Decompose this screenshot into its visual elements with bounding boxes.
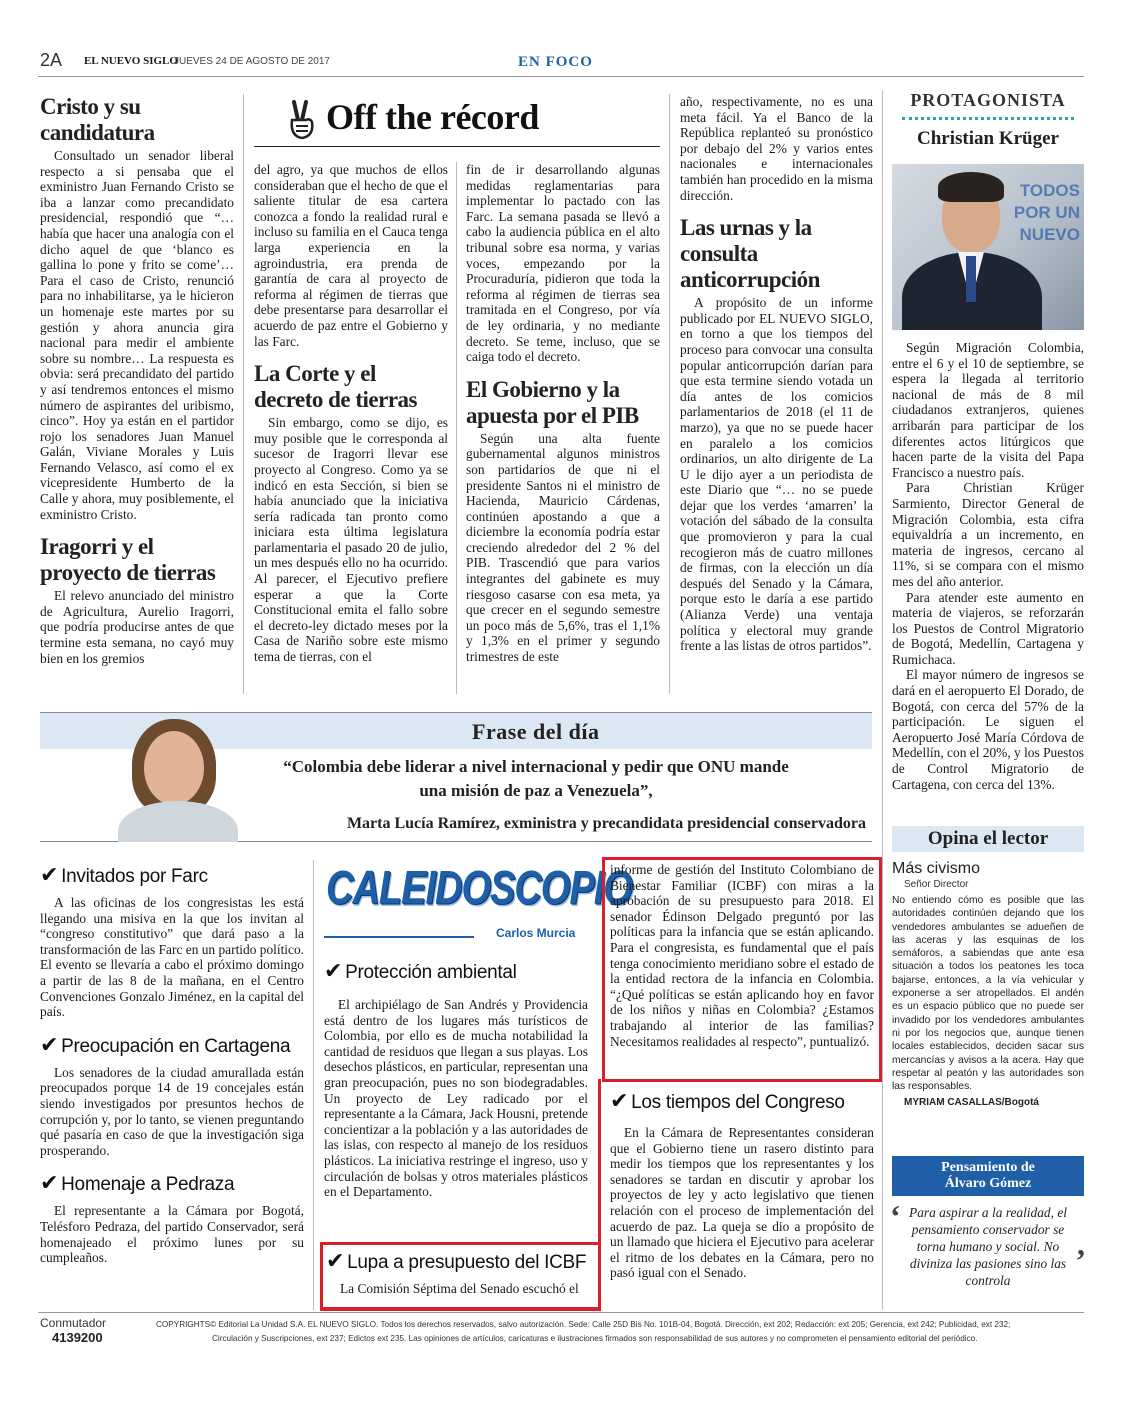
highlight-box-icbf-bottom — [320, 1308, 601, 1311]
highlight-box-icbf-top — [320, 1242, 598, 1245]
photo-background-text: TODOS POR UN NUEVO — [1013, 181, 1080, 244]
opina-salute: Señor Director — [904, 879, 969, 890]
protagonista-label: PROTAGONISTA — [910, 90, 1066, 110]
col-divider — [882, 90, 883, 1310]
headline-corte: La Corte y el decreto de tierras — [254, 361, 417, 413]
cal-title-ambiental: ✔ Protección ambiental — [324, 959, 517, 984]
page-number: 2A — [40, 50, 63, 70]
protagonista-box — [892, 90, 1084, 792]
off-record-col4 — [680, 94, 873, 654]
brief-title-farc: ✔ Invitados por Farc — [40, 863, 208, 888]
protagonista-photo — [892, 164, 1084, 330]
protagonista-text-1: Según Migración Colombia, entre el 6 y el 10 de septiembre, se espera la llegada al territorio nacional de más de 8 mil ciudadanos extranjeros, quienes arribarán para participar de los diferentes actos litúrgicos que hacen parte de la visita del Papa Francisco a nuestro país. — [892, 340, 1084, 480]
brief-text-cartagena: Los senadores de la ciudad amurallada están preocupados porque 14 de 19 concejales están siendo investigados por presuntos hechos de corrupción y, por lo tanto, se vienen preguntando qué pasaría en caso de que la investigación siga prosperando. — [40, 1064, 304, 1158]
caleidoscopio-author: Carlos Murcia — [496, 926, 576, 940]
headline-urnas: Las urnas y la consulta anticorrupción — [680, 215, 820, 293]
check-icon: ✔ — [40, 1032, 59, 1058]
opina-box — [892, 826, 1084, 1108]
footer-line2: Circulación y Suscripciones, ext 237; Edictos ext 235. Las opiniones de artículos, caricaturas e ilustraciones firmados son responsabilidad de sus autores y no comprometen el pensamiento editorial del periódico. — [212, 1334, 978, 1343]
off-record-col3 — [466, 162, 660, 665]
check-icon: ✔ — [610, 1089, 629, 1114]
brief-text-farc: A las oficinas de los congresistas les está llegando una misiva en la que los invitan al “congreso constitutivo” que dará paso a la transformación de las Farc en un partido político. El evento se llevaría a cabo el próximo domingo a partir de las 8 de la mañana, en el Centro Convenciones Gonzalo Jiménez, en la capital del país. — [40, 895, 305, 1020]
title-rule — [254, 146, 660, 147]
open-quote-icon: ‘ — [890, 1198, 901, 1234]
pensamiento-label2: Álvaro Gómez — [944, 1176, 1032, 1191]
conmutador-label: Conmutador — [40, 1316, 107, 1330]
paper-name: EL NUEVO SIGLO — [84, 55, 178, 67]
check-icon: ✔ — [324, 959, 343, 984]
cal-text-ambiental: El archipiélago de San Andrés y Providencia está dentro de los lugares más turísticos de Colombia, por ello es de mucha notabilidad la cantidad de residuos que llegan a sus playas. Los desechos plásticos, en particular, representan una gran preocupación, pues no son biodegradables. Un proyecto de Ley radicado por el representante a la Cámara, Jack Housni, pretende concientizar a la población y a las autoridades de las islas, con respecto al manejo de los residuos plásticos. La iniciativa restringe el ingreso, uso y circulación de bolsas y otros materiales plásticos en el Departamento. — [324, 997, 588, 1200]
cal-text-congreso: En la Cámara de Representantes consideran que el Gobierno tiene un rasero distinto para medir los tiempos que los representantes y los senadores se tardan en discutir y aprobar los proyectos de ley y acto legislativo que tienen relación con el proceso de implementación del acuerdo de paz. La queja se dio a propósito de un llamado que hiciera el Ejecutivo para acelerar el ritmo de los debates en la Cámara, pero no pasó igual con el Senado. — [610, 1125, 874, 1281]
check-icon: ✔ — [40, 1171, 59, 1197]
text-agro: del agro, ya que muchos de ellos consideraban que el hecho de que el saliente titular de esa cartera conozca a fondo la realidad rural e incluso su familia en el Cauca tenga larga experiencia en la agroindustria, era prenda de garantía de cara al proyecto de reforma al régimen de tierras que debe presentarse para desarrollar el acuerdo de paz entre el Gobierno y las Farc. — [254, 162, 448, 349]
brief-title-cartagena: ✔ Preocupación en Cartagena — [40, 1032, 291, 1058]
text-cristo: Consultado un senador liberal respecto a si pensaba que el exministro Juan Fernando Cristo se iba a lanzar como precandidato presidencial, respondió que “… había que hacer una analogía con el dicho aquel de que ‘blanco es gallina lo pone y frito se come’… Para el caso de Cristo, renunció para no inhabilitarse, ya le hicieron un homenaje este martes por su gestión y ahora anuncia gira nacional para medir el ambiente sobre su nombre… La respuesta es obvia: será precandidato del partido y así tendremos entonces el mismo número de aspirantes del uribismo, cinco”. Hoy ya están en el partidor rojo los senadores Juan Manuel Galán, Viviane Morales y Luis Fernando Velasco, así como el ex vicepresidente Humberto de la Calle y ahora, muy posiblemente, el exministro Cristo. — [40, 148, 234, 522]
col-divider — [243, 94, 244, 694]
text-pib: Según una alta fuente gubernamental algunos ministros son partidarios de que ni el presidente Santos ni el ministro de Hacienda, Mauricio Cárdenas, continúen apostando a que a diciembre la economía podría estar creciendo alrededor del 2 % del PIB. Trascendió que para varios integrantes del gabinete es muy riesgoso casarse con esa meta, ya que crecer en el segundo semestre un poco más de 5,6%, tras el 1,1% y 1,3% en el primer y segundo trimestres de este — [466, 430, 660, 665]
frase-quote-line2: una misión de paz a Venezuela”, — [419, 781, 653, 800]
cal-title-icbf: ✔ Lupa a presupuesto del ICBF — [326, 1249, 587, 1274]
frase-quote-line1: “Colombia debe liderar a nivel internacional y pedir que ONU mande — [283, 757, 789, 776]
caleidoscopio-icbf — [326, 1250, 592, 1297]
text-decreto: fin de ir desarrollando algunas medidas reglamentarias para implementar lo pactado con las Farc. La semana pasada se llevó a cabo la audiencia pública en el alto tribunal sobre esa norma, y varias voces, empezando por la Procuraduría, pidieron que toda la reforma al régimen de tierras sea tramitada en el Congreso, por vía de ley ordinaria, y no mediante decreto. Se teme, incluso, que se caiga todo el decreto. — [466, 162, 660, 365]
opina-text: No entiendo cómo es posible que las autoridades continúen dejando que los vendedores ambulantes se adueñen de las aceras y las esquinas de los semáforos, a sabiendas que ante esa situación a todos los peatones les toca bajarse, entonces, a la vía vehicular y exponerse a ser atropellados. El andén es un espacio público que no puede ser invadido por los vendedores ambulantes ni por los negocios que, aunque tienen locales establecidos, deciden sacar sus mercancías y avisos a la acera. Hay que respetar al peatón y las autoridades son las responsables. — [892, 895, 1084, 1093]
conmutador-number: 4139200 — [52, 1330, 103, 1345]
text-iragorri: El relevo anunciado del ministro de Agricultura, Aurelio Iragorri, que podría producirse antes de que termine esta semana, no cayó muy bien en los gremios — [40, 588, 234, 666]
cal-text-icbf-cont: informe de gestión del Instituto Colombiano de Bienestar Familiar (ICBF) con miras a la aprobación de su presupuesto para 2018. El senador Édinson Delgado preguntó por las políticas para la infancia que se están aplicando. Para el congresista, es fundamental que el país tenga conocimiento meridiano sobre el estado de la entidad rectora de la infancia en Colombia. “¿Qué políticas se están aplicando hoy en favor de los niños y niñas en Colombia? ¿Estamos trabajando al interior de las familias? Necesitamos realidades al respecto”, puntualizó. — [610, 862, 874, 1049]
victory-hand-icon — [284, 100, 320, 140]
protagonista-text-4: El mayor número de ingresos se dará en el aeropuerto El Dorado, de Bogotá, con cerca del 57% de la participación. Le siguen el Aeropuerto José María Córdova de Medellín, con el 20%, y los Puestos de Control Migratorio de Cartagena, con cerca del 13%. — [892, 667, 1084, 792]
pensamiento-text: Para aspirar a la realidad, el pensamiento conservador se torna humano y social. No diviniza las pasiones sino las controla — [909, 1205, 1067, 1288]
col-divider — [313, 860, 314, 1310]
left-briefs — [40, 864, 304, 1266]
frase-label: Frase del día — [472, 719, 600, 744]
protagonista-name: Christian Krüger — [917, 128, 1059, 149]
frase-del-dia-band — [40, 712, 872, 842]
pensamiento-box — [892, 1156, 1084, 1289]
opina-label: Opina el lector — [892, 826, 1084, 852]
caleidoscopio-col2 — [610, 862, 874, 1049]
pensamiento-label1: Pensamiento de — [941, 1160, 1035, 1175]
cal-title-congreso: ✔ Los tiempos del Congreso — [610, 1089, 845, 1114]
close-quote-icon: ’ — [1075, 1242, 1086, 1278]
check-icon: ✔ — [40, 863, 59, 888]
frase-author: Marta Lucía Ramírez, exministra y precandidata presidencial conservadora — [346, 815, 866, 832]
opina-title: Más civismo — [892, 860, 981, 877]
headline-iragorri: Iragorri y el proyecto de tierras — [40, 534, 216, 586]
headline-cristo: Cristo y su candidatura — [40, 94, 155, 145]
off-record-col1 — [40, 94, 234, 666]
off-record-col2 — [254, 162, 448, 665]
footer-rule — [38, 1312, 1084, 1313]
protagonista-text-3: Para atender este aumento en materia de viajeros, se reforzarán los Puestos de Control Migratorio de Bogotá, Medellín, Cartagena y Rumichaca. — [892, 589, 1084, 667]
protagonista-text-2: Para Christian Krüger Sarmiento, Director General de Migración Colombia, esta cifra equivaldría a un incremento, en materia de ingresos, cercano al 11%, si se compara con el mismo mes del año anterior. — [892, 480, 1084, 589]
speaker-photo — [98, 701, 258, 842]
check-icon: ✔ — [326, 1249, 345, 1274]
col-divider — [669, 94, 670, 694]
highlight-box-icbf-mid — [598, 1079, 601, 1310]
col-divider — [456, 162, 457, 694]
text-urnas: A propósito de un informe publicado por EL NUEVO SIGLO, en torno a que los tiempos del proceso para convocar una consulta popular anticorrupción darían para que esta termine siendo votada un día antes de los comicios parlamentarios de 2018 (el 11 de marzo), ya que no se puede hacer en paralelo a los comicios ordinarios, un alto dirigente de La U le dijo ayer a un periodista de este Diario que “… no se puede dejar que los verdes ‘amarren’ la votación del sábado de la consulta que promovieron y para la cual recogieron más de cuatro millones de firmas, con la elección un día después del Senado y la Cámara, porque esto le daría a ese partido (Alianza Verde) una ventaja política y electoral muy grande frente a las listas de otros partidos”. — [680, 295, 873, 654]
opina-signature: MYRIAM CASALLAS/Bogotá — [904, 1097, 1039, 1109]
page-date: JUEVES 24 DE AGOSTO DE 2017 — [174, 56, 330, 67]
off-record-title: Off the récord — [326, 97, 539, 137]
text-pib-cont: año, respectivamente, no es una meta fácil. Ya el Banco de la República replanteó su pronóstico por debajo del 2% y varios entes nacionales e internacionales también han procedido en la misma dirección. — [680, 94, 873, 203]
caleidoscopio-rule — [324, 936, 474, 938]
headline-pib: El Gobierno y la apuesta por el PIB — [466, 376, 639, 428]
dotted-divider — [902, 117, 1074, 120]
brief-text-pedraza: El representante a la Cámara por Bogotá, Telésforo Pedraza, del partido Conservador, será homenajeado el próximo lunes por su cumpleaños. — [40, 1203, 304, 1266]
header-rule — [38, 76, 1084, 77]
text-corte: Sin embargo, como se dijo, es muy posible que le corresponda al sucesor de Iragorri llevar ese proyecto al Congreso. Como ya se indicó en esta Sección, si bien se había anunciado que la iniciativa sería radicada tan pronto como iniciara esta última legislatura parlamentaria el pasado 20 de julio, un mes después ello no ha ocurrido. Al parecer, el Ejecutivo prefiere esperar a que la Corte Constitucional emita el fallo sobre el decreto-ley dictado meses por la Casa de Nariño sobre este mismo tema de tierras, con el — [254, 415, 448, 665]
section-name: EN FOCO — [518, 54, 593, 70]
caleidoscopio-col3 — [610, 1090, 874, 1281]
brief-title-pedraza: ✔ Homenaje a Pedraza — [40, 1171, 235, 1197]
footer-line1: COPYRIGHTS© Editorial La Unidad S.A. EL NUEVO SIGLO. Todos los derechos reservados, salvo autorización. Sede: Calle 25D Bis No. 101B-04, Bogotá. Dirección, ext 202; Redacción: ext 205; Gerencia, ext 242; Publicidad, ext 232; — [156, 1320, 1011, 1329]
caleidoscopio-col1 — [324, 960, 588, 1200]
cal-text-icbf-start: La Comisión Séptima del Senado escuchó el — [340, 1281, 579, 1296]
caleidoscopio-logo: CALEIDOSCOPIO — [326, 862, 632, 915]
pensamiento-label-bar — [892, 1156, 1084, 1196]
